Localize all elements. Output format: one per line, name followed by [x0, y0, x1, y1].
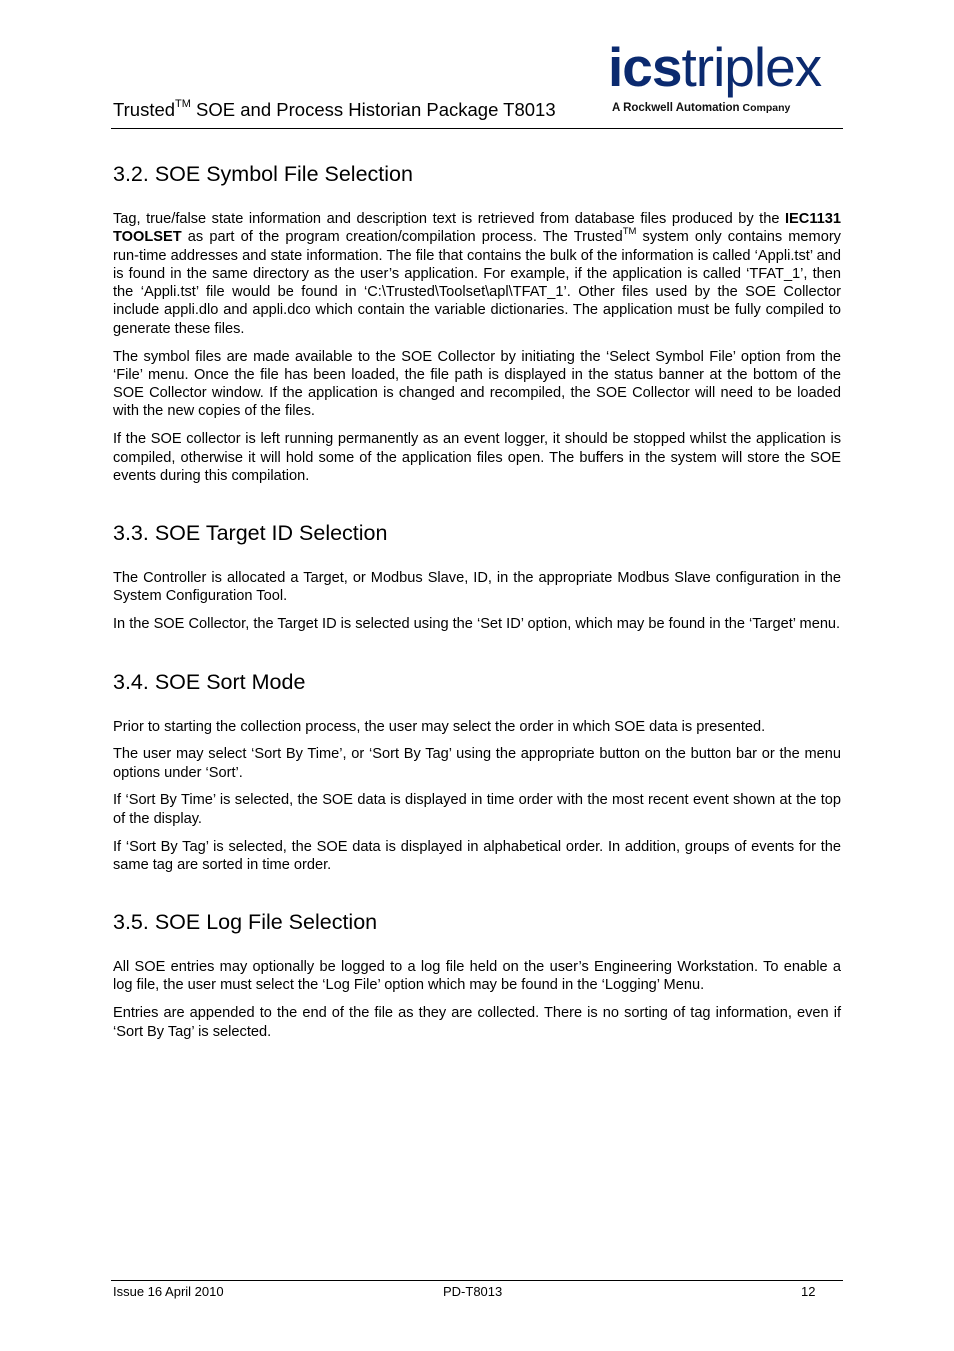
ics-triplex-logo: [608, 36, 844, 120]
document-body: [113, 160, 841, 1050]
paragraph: In the SOE Collector, the Target ID is selected using the ‘Set ID’ option, which may be found in the ‘Target’ menu.: [113, 616, 841, 633]
title-post: SOE and Process Historian Package T8013: [190, 99, 556, 120]
trademark-sup: TM: [622, 226, 637, 238]
footer-issue-date: Issue 16 April 2010: [113, 1284, 224, 1299]
logo-ics: ics: [608, 36, 682, 98]
title-pre: Trusted: [113, 99, 176, 120]
logo-tagline: [612, 102, 790, 114]
title-trademark: TM: [175, 97, 191, 110]
paragraph: All SOE entries may optionally be logged to a log file held on the user’s Engineering Workstation. To enable a log file, the user must select the ‘Log File’ option which may be found in the ‘Logging’ Menu.: [113, 959, 841, 994]
footer-page-number: 12: [801, 1284, 816, 1299]
logo-wordmark: [608, 32, 821, 102]
toolset-name: IEC1131 TOOLSET: [113, 211, 841, 246]
paragraph: The symbol files are made available to the SOE Collector by initiating the ‘Select Symbol File’ option from the ‘File’ menu. Once the file has been loaded, the file path is displayed in the status banner at the bottom of the SOE Collector window. If the application is changed and recompiled, the SOE Collector will need to be loaded with the new copies of the files.: [113, 348, 841, 420]
logo-tag-brand: Rockwell Automation: [623, 102, 740, 114]
logo-triplex: triplex: [681, 36, 822, 98]
section-heading-3-4: 3.4. SOE Sort Mode: [113, 669, 306, 694]
section-heading-3-5: 3.5. SOE Log File Selection: [113, 910, 378, 935]
logo-tag-company: Company: [739, 102, 791, 114]
paragraph: Prior to starting the collection process, the user may select the order in which SOE data is presented.: [113, 718, 766, 735]
header-divider: [111, 128, 843, 129]
logo-tag-a: A: [612, 102, 624, 114]
footer-divider: [111, 1280, 843, 1281]
section-heading-3-2: 3.2. SOE Symbol File Selection: [113, 162, 413, 186]
paragraph: The Controller is allocated a Target, or Modbus Slave, ID, in the appropriate Modbus Slave configuration in the System Configuration Tool.: [113, 570, 841, 605]
paragraph: The user may select ‘Sort By Time’, or ‘Sort By Tag’ using the appropriate button on the button bar or the menu options under ‘Sort’.: [113, 746, 841, 781]
paragraph: Entries are appended to the end of the file as they are collected. There is no sorting of tag information, even if ‘Sort By Tag’ is selected.: [113, 1005, 841, 1040]
document-title: [113, 99, 556, 121]
paragraph: If ‘Sort By Time’ is selected, the SOE data is displayed in time order with the most recent event shown at the top of the display.: [113, 792, 841, 827]
footer-document-id: PD-T8013: [443, 1284, 503, 1299]
paragraph: Tag, true/false state information and description text is retrieved from database files produced by the IEC1131 TOOLSET as part of the program creation/compilation process. The Trusted™ system only contains memory run-time addresses and state information. The file that contains the bulk of the information is called ‘Appli.tst’ and is found in the same directory as the user’s application. For example, if the application is called ‘TFAT_1’, then the ‘Appli.tst’ file would be found in ‘C:\Trusted\Toolset\apl\TFAT_1’. Other files used by the SOE Collector include appli.dlo and appli.dco which contain the variable dictionaries. The application must be fully compiled to generate these files.: [113, 211, 841, 337]
paragraph: If ‘Sort By Tag’ is selected, the SOE data is displayed in alphabetical order. In addition, groups of events for the same tag are sorted in time order.: [113, 838, 841, 873]
section-heading-3-3: 3.3. SOE Target ID Selection: [113, 521, 388, 546]
paragraph: If the SOE collector is left running permanently as an event logger, it should be stopped whilst the application is compiled, otherwise it will hold some of the application files open. The buffers in the system will store the SOE events during this compilation.: [113, 431, 841, 484]
